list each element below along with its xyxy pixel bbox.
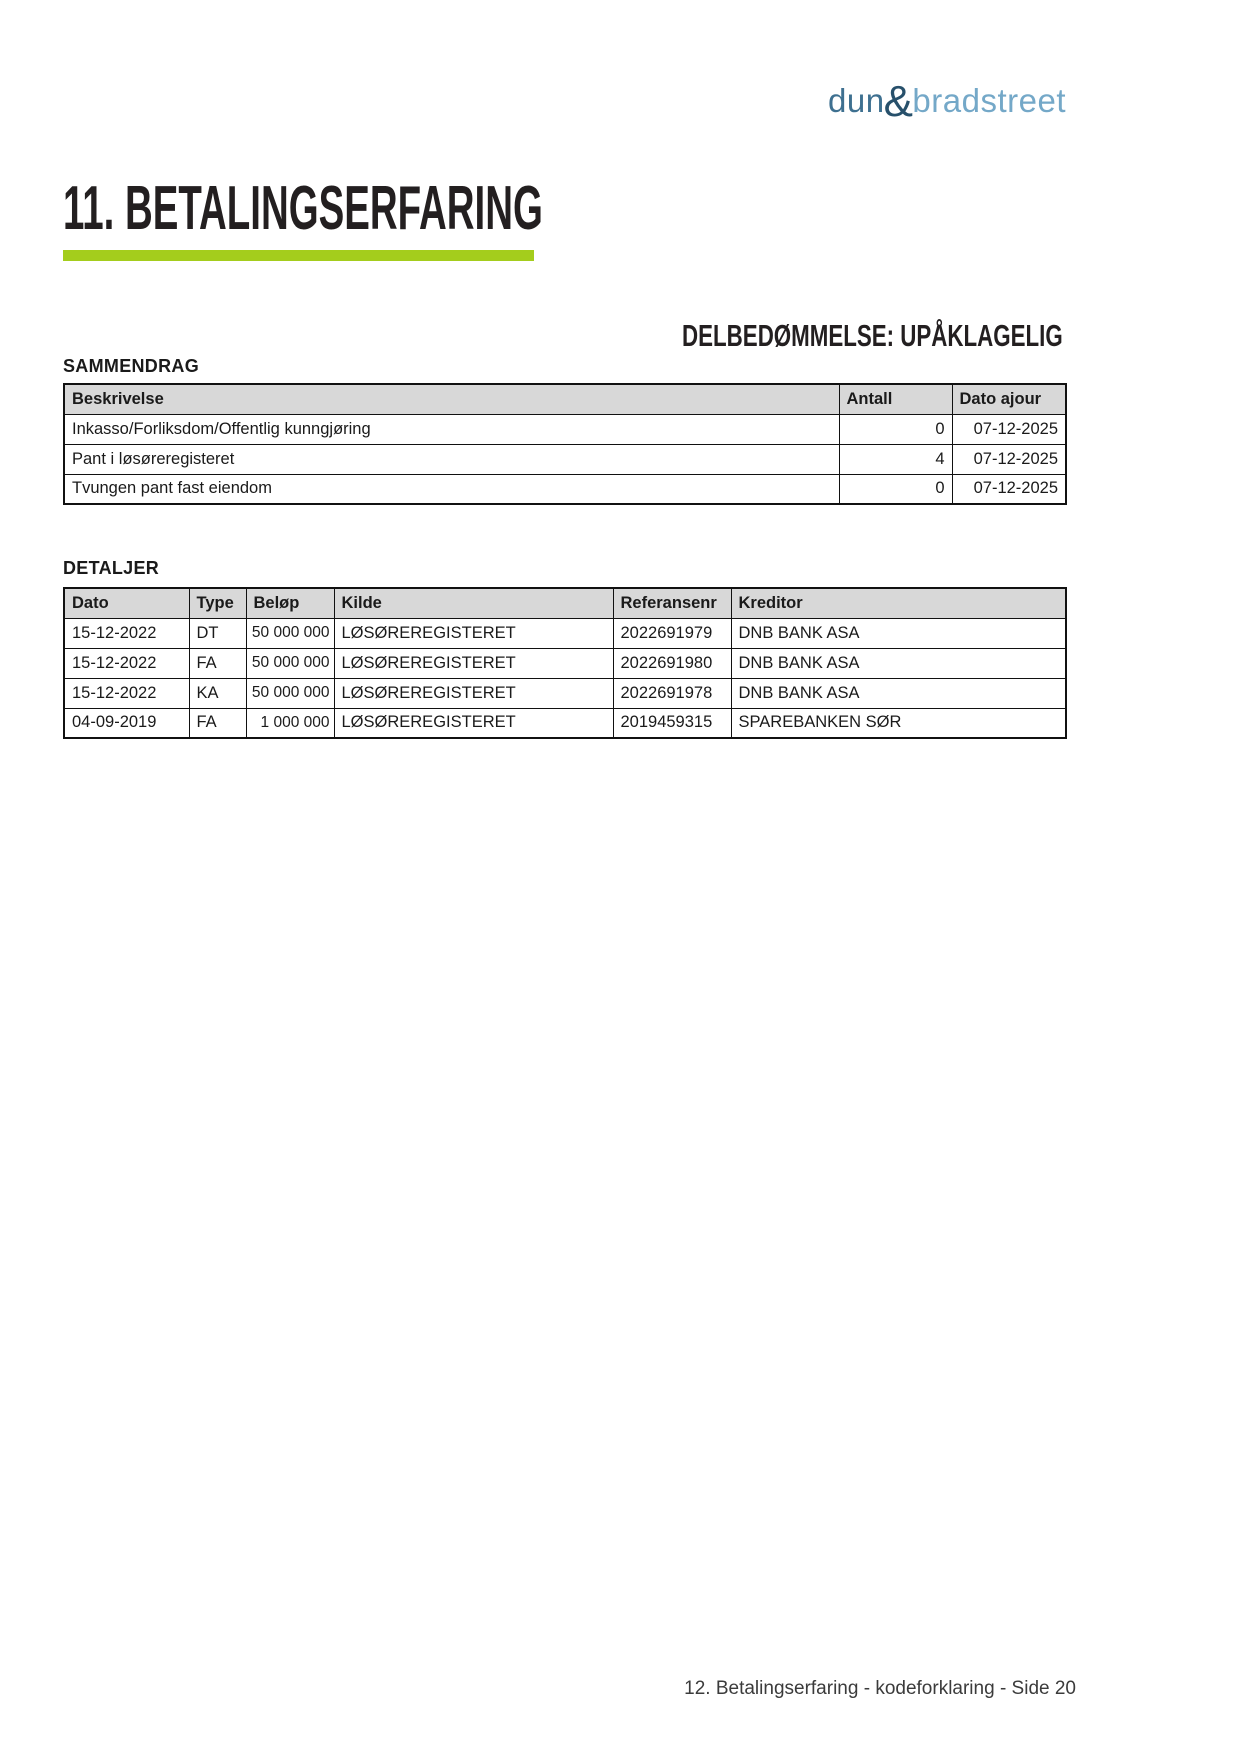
- details-cell-type: FA: [189, 648, 246, 678]
- details-cell-dato: 04-09-2019: [64, 708, 189, 738]
- summary-row: [64, 474, 1066, 504]
- summary-cell-beskrivelse: Inkasso/Forliksdom/Offentlig kunngjøring: [64, 414, 839, 444]
- summary-row: [64, 444, 1066, 474]
- details-cell-referansenr: 2022691978: [613, 678, 731, 708]
- summary-section-label: SAMMENDRAG: [63, 356, 199, 376]
- details-cell-referansenr: 2022691980: [613, 648, 731, 678]
- details-col-referansenr: Referansenr: [613, 588, 731, 618]
- details-row: [64, 678, 1066, 708]
- summary-cell-antall: 4: [839, 444, 952, 474]
- details-cell-kilde: LØSØREREGISTERET: [334, 678, 613, 708]
- details-cell-kilde: LØSØREREGISTERET: [334, 618, 613, 648]
- details-col-type: Type: [189, 588, 246, 618]
- details-cell-kreditor: DNB BANK ASA: [731, 678, 1066, 708]
- details-cell-referansenr: 2022691979: [613, 618, 731, 648]
- details-cell-dato: 15-12-2022: [64, 648, 189, 678]
- logo-text-bradstreet: bradstreet: [912, 82, 1067, 119]
- summary-cell-dato-ajour: 07-12-2025: [952, 444, 1066, 474]
- details-cell-kreditor: SPAREBANKEN SØR: [731, 708, 1066, 738]
- details-cell-belop: 1 000 000: [246, 708, 334, 738]
- summary-cell-beskrivelse: Pant i løsøreregisteret: [64, 444, 839, 474]
- details-cell-kilde: LØSØREREGISTERET: [334, 648, 613, 678]
- details-cell-dato: 15-12-2022: [64, 678, 189, 708]
- details-row: [64, 708, 1066, 738]
- summary-col-beskrivelse: Beskrivelse: [64, 384, 839, 414]
- details-row: [64, 618, 1066, 648]
- details-cell-type: DT: [189, 618, 246, 648]
- details-cell-type: FA: [189, 708, 246, 738]
- page-title: 11. BETALINGSERFARING: [63, 174, 543, 243]
- details-cell-belop: 50 000 000: [246, 648, 334, 678]
- details-section-label: DETALJER: [63, 558, 160, 578]
- details-col-dato: Dato: [64, 588, 189, 618]
- dun-bradstreet-logo: [828, 76, 1067, 126]
- page-footer: 12. Betalingserfaring - kodeforklaring - Side 20: [684, 1678, 1076, 1699]
- title-accent-rule: [63, 250, 534, 261]
- details-col-kilde: Kilde: [334, 588, 613, 618]
- details-cell-kreditor: DNB BANK ASA: [731, 648, 1066, 678]
- details-cell-belop: 50 000 000: [246, 678, 334, 708]
- details-col-kreditor: Kreditor: [731, 588, 1066, 618]
- details-cell-kreditor: DNB BANK ASA: [731, 618, 1066, 648]
- details-cell-kilde: LØSØREREGISTERET: [334, 708, 613, 738]
- summary-col-antall: Antall: [839, 384, 952, 414]
- summary-cell-dato-ajour: 07-12-2025: [952, 414, 1066, 444]
- summary-cell-antall: 0: [839, 474, 952, 504]
- logo-ampersand-icon: &: [883, 77, 914, 126]
- subjudgment-heading: DELBEDØMMELSE: UPÅKLAGELIG: [682, 318, 1063, 353]
- details-cell-type: KA: [189, 678, 246, 708]
- summary-col-dato-ajour: Dato ajour: [952, 384, 1066, 414]
- logo-text-dun: dun: [828, 82, 885, 119]
- details-col-belop: Beløp: [246, 588, 334, 618]
- summary-cell-beskrivelse: Tvungen pant fast eiendom: [64, 474, 839, 504]
- summary-table: [63, 383, 1067, 505]
- details-cell-belop: 50 000 000: [246, 618, 334, 648]
- summary-cell-dato-ajour: 07-12-2025: [952, 474, 1066, 504]
- details-row: [64, 648, 1066, 678]
- details-cell-dato: 15-12-2022: [64, 618, 189, 648]
- details-cell-referansenr: 2019459315: [613, 708, 731, 738]
- summary-cell-antall: 0: [839, 414, 952, 444]
- summary-row: [64, 414, 1066, 444]
- summary-header-row: [64, 384, 1066, 414]
- details-header-row: [64, 588, 1066, 618]
- details-table: [63, 587, 1067, 739]
